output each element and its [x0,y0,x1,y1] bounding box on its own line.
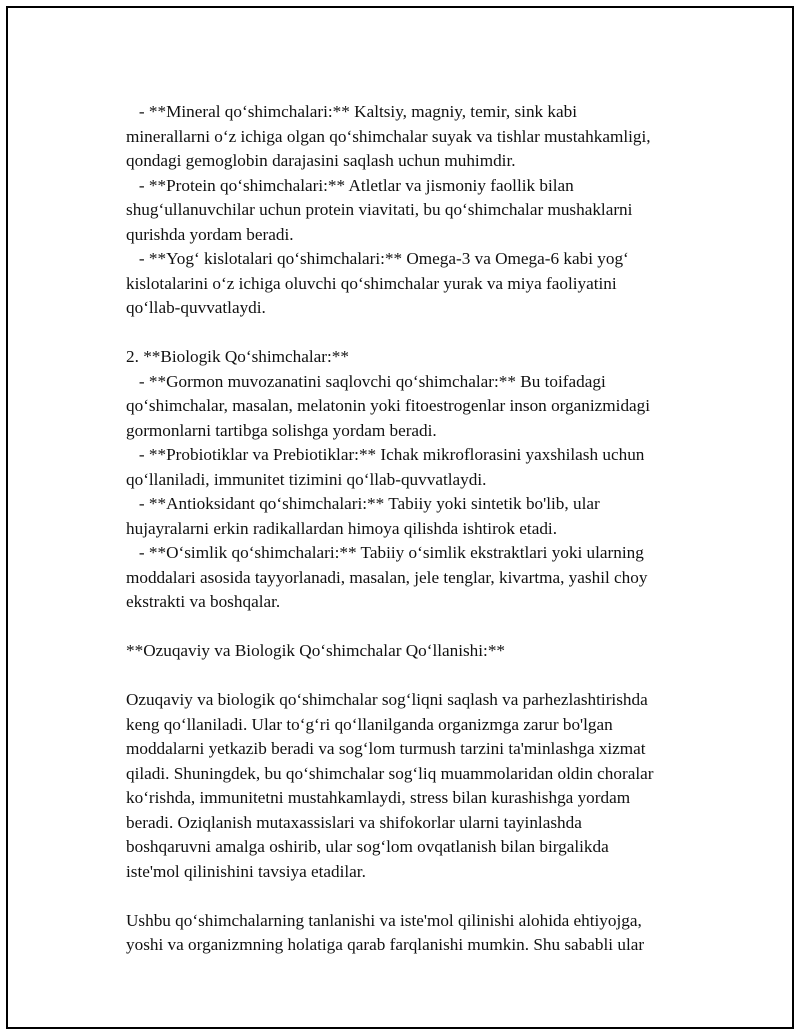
text-line: moddalari asosida tayyorlanadi, masalan, jele tenglar, kivartma, yashil choy [126,567,648,587]
text-line: **Ozuqaviy va Biologik Qo‘shimchalar Qo‘llanishi:** [126,641,506,660]
text-line: - **Probiotiklar va Prebiotiklar:** Ichak mikroflorasini yaxshilash uchun [126,445,645,464]
text-line: - **Gormon muvozanatini saqlovchi qo‘shimchalar:** Bu toifadagi [126,371,606,391]
text-line: 2. **Biologik Qo‘shimchalar:** [126,347,349,366]
text-line: - **O‘simlik qo‘shimchalari:** Tabiiy o‘simlik ekstraktlari yoki ularning [126,543,644,562]
text-line: - **Yog‘ kislotalari qo‘shimchalari:** Omega-3 va Omega-6 kabi yog‘ [126,249,629,268]
text-line: - **Antioksidant qo‘shimchalari:** Tabiiy yoki sintetik bo'lib, ular [126,494,600,513]
text-line: keng qo‘llaniladi. Ular to‘g‘ri qo‘llanilganda organizmga zarur bo'lgan [126,714,613,734]
text-line: minerallarni o‘z ichiga olgan qo‘shimchalar suyak va tishlar mustahkamligi, [126,126,651,146]
text-line: Ozuqaviy va biologik qo‘shimchalar sog‘liqni saqlash va parhezlashtirishda [126,690,648,709]
text-line: boshqaruvni amalga oshirib, ular sog‘lom ovqatlanish bilan birgalikda [126,837,609,856]
text-line: iste'mol qilinishini tavsiya etadilar. [126,861,366,881]
text-line: qo‘shimchalar, masalan, melatonin yoki fitoestrogenlar inson organizmidagi [126,396,651,415]
text-line: ko‘rishda, immunitetni mustahkamlaydi, stress bilan kurashishga yordam [126,788,631,807]
text-line: yoshi va organizmning holatiga qarab farqlanishi mumkin. Shu sababli ular [126,935,645,954]
text-line: - **Protein qo‘shimchalari:** Atletlar va jismoniy faollik bilan [126,175,574,195]
blank-line [126,884,706,909]
text-line: ekstrakti va boshqalar. [126,592,281,611]
text-line: Ushbu qo‘shimchalarning tanlanishi va iste'mol qilinishi alohida ehtiyojga, [126,910,642,930]
text-line: qo‘llaniladi, immunitet tizimini qo‘llab-quvvatlaydi. [126,469,487,489]
text-line: hujayralarni erkin radikallardan himoya qilishda ishtirok etadi. [126,518,557,538]
text-line: beradi. Oziqlanish mutaxassislari va shifokorlar ularni tayinlashda [126,812,582,832]
text-line: - **Mineral qo‘shimchalari:** Kaltsiy, magniy, temir, sink kabi [126,102,578,121]
text-line: moddalarni yetkazib beradi va sog‘lom turmush tarzini ta'minlashga xizmat [126,739,646,758]
text-line: qo‘llab-quvvatlaydi. [126,298,266,317]
text-line: qiladi. Shuningdek, bu qo‘shimchalar sog‘liq muammolaridan oldin choralar [126,763,654,783]
text-line: qondagi gemoglobin darajasini saqlash uchun muhimdir. [126,151,516,170]
blank-line [126,615,706,640]
blank-line [126,321,706,346]
blank-line [126,664,706,689]
text-line: kislotalarini o‘z ichiga oluvchi qo‘shimchalar yurak va miya faoliyatini [126,273,617,293]
document-page [6,6,794,1029]
document-body [126,100,706,958]
text-line: qurishda yordam beradi. [126,224,294,244]
text-line: gormonlarni tartibga solishga yordam beradi. [126,420,437,440]
text-line: shug‘ullanuvchilar uchun protein viavitati, bu qo‘shimchalar mushaklarni [126,200,633,219]
